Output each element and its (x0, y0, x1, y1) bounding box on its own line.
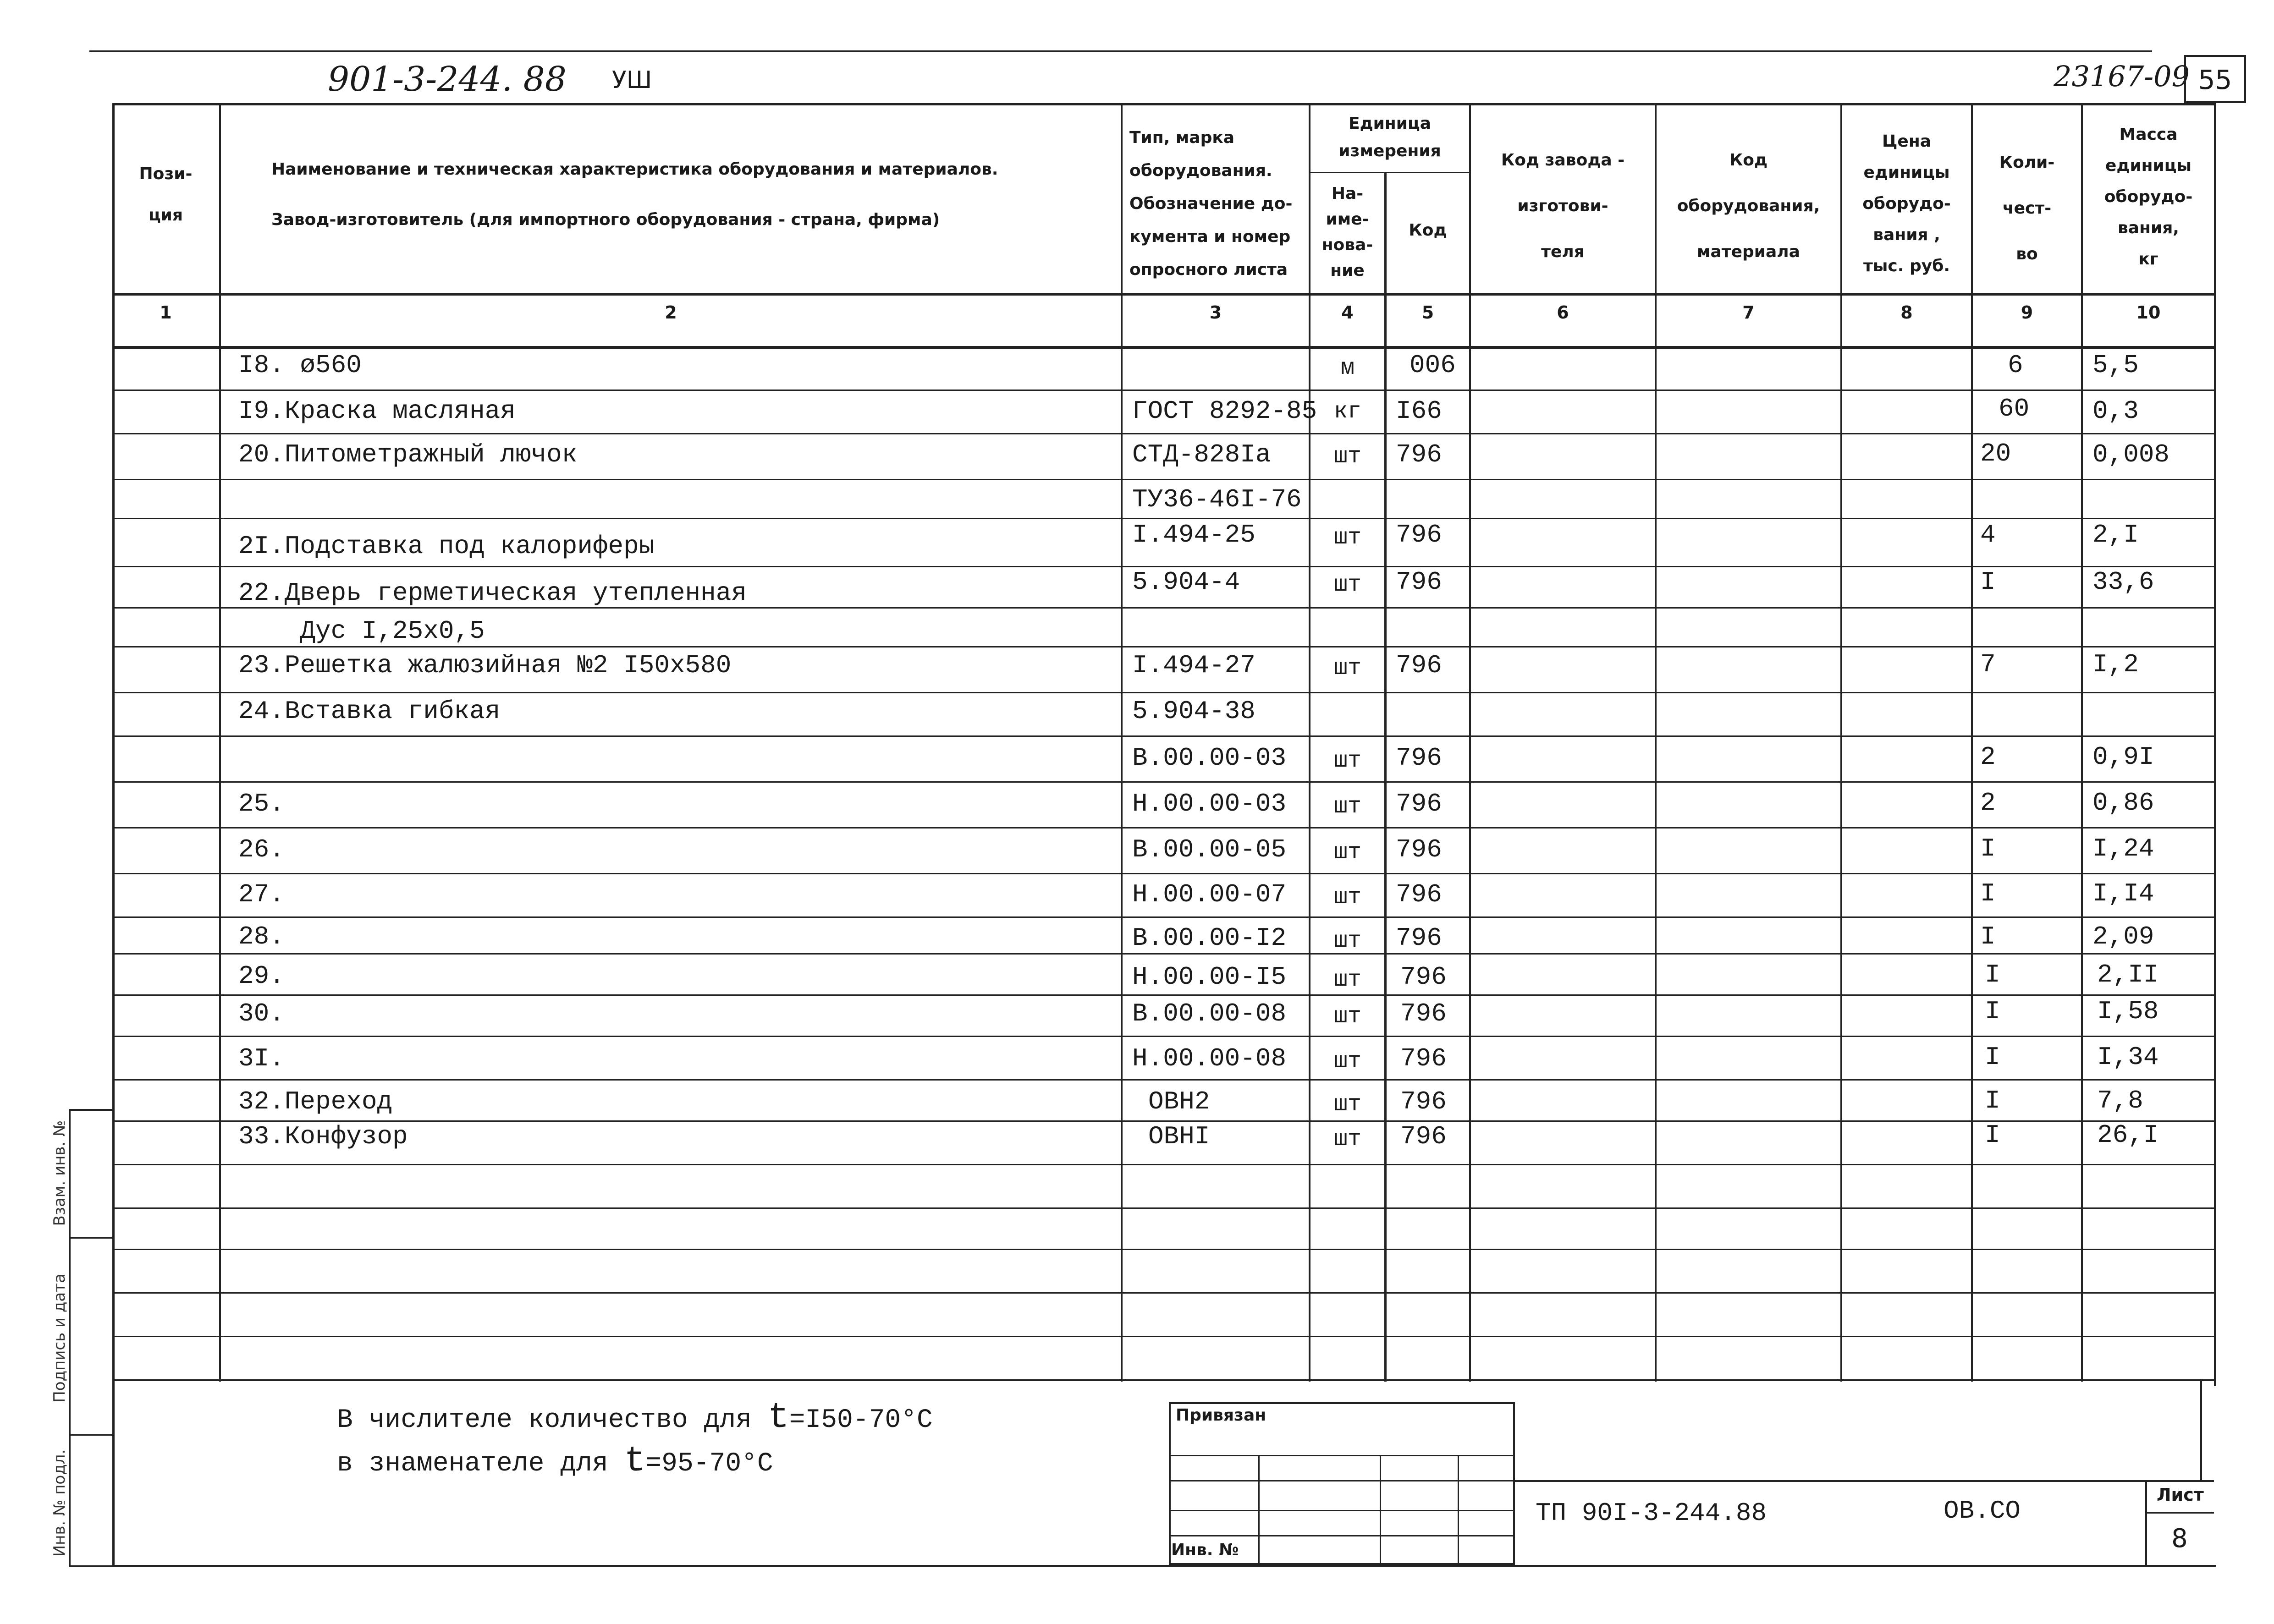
header-bottom-rule (112, 293, 2216, 296)
page-number: 55 (2198, 64, 2232, 95)
col-number-10: 10 (2136, 302, 2161, 323)
row-type: 5.904-4 (1132, 567, 1240, 597)
row-unit: шт (1333, 1004, 1361, 1030)
col-number-6: 6 (1557, 302, 1569, 323)
row-type: СТД-828Iа (1132, 440, 1271, 469)
row-code: 796 (1396, 567, 1442, 597)
row-mass: I,58 (2097, 997, 2159, 1026)
note-line-2: в знаменателе для t=95-70°С (337, 1441, 773, 1481)
row-mass: I,34 (2097, 1042, 2159, 1072)
row-type: Н.00.00-08 (1132, 1044, 1287, 1073)
row-unit: шт (1333, 525, 1361, 551)
row-type: ТУ36-46I-76 (1132, 485, 1302, 514)
row-name: Дус I,25х0,5 (238, 616, 485, 646)
row-unit: кг (1333, 399, 1361, 425)
header-type: Тип, марка оборудования. Обозначение до- кумента и номер опросного листа (1129, 128, 1293, 279)
col-number-9: 9 (2021, 302, 2033, 323)
row-unit: шт (1333, 839, 1361, 866)
row-unit: шт (1333, 572, 1361, 598)
row-unit: шт (1333, 967, 1361, 993)
title-block-rule (1515, 1480, 2214, 1482)
header-unit-name: На- име- нова- ние (1321, 184, 1373, 280)
row-qty: 2 (1980, 742, 1996, 772)
row-name: 23.Решетка жалюзийная №2 I50х580 (238, 651, 732, 680)
note-line-1: В числителе количество для t=I50-70°С (337, 1398, 933, 1438)
row-unit: шт (1333, 1092, 1361, 1118)
row-qty: I (1985, 997, 2000, 1026)
row-type: В.00.00-I2 (1132, 923, 1287, 953)
header-equipment-code: Код оборудования, материала (1677, 151, 1820, 261)
row-type: ОВНI (1148, 1122, 1210, 1151)
header-mass: Масса единицы оборудо- вания, кг (2104, 125, 2193, 269)
row-mass: 0,3 (2092, 396, 2139, 426)
row-qty: I (1985, 1042, 2000, 1072)
col-number-5: 5 (1421, 302, 1434, 323)
col-number-2: 2 (665, 302, 677, 323)
bound-label: Привязан (1176, 1406, 1266, 1425)
header-price: Цена единицы оборудо- вания , тыс. руб. (1862, 132, 1951, 275)
row-name: 32.Переход (238, 1087, 393, 1116)
row-name: 26. (238, 835, 285, 864)
doc-mark: ОВ.СО (1944, 1496, 2021, 1525)
row-unit: шт (1333, 655, 1361, 681)
row-code: 796 (1396, 651, 1442, 680)
row-mass: 2,I (2092, 520, 2139, 549)
row-name: 28. (238, 922, 285, 951)
row-mass: 2,09 (2092, 922, 2154, 951)
row-code: 006 (1410, 351, 1456, 380)
row-code: 796 (1400, 1044, 1447, 1073)
row-name: 24.Вставка гибкая (238, 697, 501, 726)
row-qty: I (1980, 834, 1996, 863)
row-type: В.00.00-05 (1132, 835, 1287, 864)
doc-code: ТП 90I-3-244.88 (1536, 1498, 1767, 1528)
row-code: 796 (1396, 520, 1442, 549)
row-qty: I (1980, 922, 1996, 951)
row-name: 22.Дверь герметическая утепленная (238, 578, 747, 608)
row-name: I8. ø560 (238, 351, 362, 380)
row-name: 25. (238, 789, 285, 818)
side-stamp (69, 1109, 112, 1567)
row-qty: 2 (1980, 788, 1996, 817)
row-mass: 0,008 (2092, 440, 2170, 469)
row-unit: шт (1333, 1048, 1361, 1075)
row-unit: шт (1333, 748, 1361, 774)
row-mass: 0,86 (2092, 788, 2154, 817)
row-name: 3I. (238, 1044, 285, 1073)
header-factory-code: Код завода - изготови- теля (1501, 151, 1625, 261)
row-unit: м (1340, 355, 1354, 381)
row-name: 27. (238, 880, 285, 909)
row-code: 796 (1396, 743, 1442, 773)
row-qty: 60 (1999, 394, 2030, 423)
row-type: Н.00.00-07 (1132, 880, 1287, 909)
row-type: ГОСТ 8292-85 (1132, 396, 1317, 426)
row-mass: I,2 (2092, 650, 2139, 679)
row-mass: 0,9I (2092, 742, 2154, 772)
row-qty: I (1985, 960, 2000, 989)
row-mass: 2,II (2097, 960, 2159, 989)
doc-number: 901-3-244. 88 (328, 60, 567, 99)
row-qty: I (1985, 1120, 2000, 1150)
row-mass: I,24 (2092, 834, 2154, 863)
col-number-4: 4 (1341, 302, 1354, 323)
row-qty: 20 (1980, 439, 2011, 468)
header-position: Пози- ция (139, 165, 193, 225)
numbers-bottom-rule (112, 346, 2216, 349)
row-type: I.494-25 (1132, 520, 1255, 549)
row-name: 33.Конфузор (238, 1122, 408, 1151)
sheet-label: Лист (2157, 1485, 2204, 1505)
row-mass: I,I4 (2092, 879, 2154, 908)
row-name: 20.Питометражный лючок (238, 440, 578, 469)
row-qty: 6 (2008, 351, 2023, 380)
row-code: 796 (1396, 835, 1442, 864)
row-name: 29. (238, 961, 285, 991)
row-unit: шт (1333, 444, 1361, 470)
sheet-number: 8 (2171, 1524, 2188, 1553)
row-type: Н.00.00-03 (1132, 789, 1287, 818)
row-code: 796 (1396, 880, 1442, 909)
row-type: В.00.00-08 (1132, 999, 1287, 1028)
row-code: I66 (1396, 396, 1442, 426)
row-mass: 5,5 (2092, 351, 2139, 380)
header-unit-code: Код (1409, 221, 1447, 240)
row-code: 796 (1400, 962, 1447, 992)
row-code: 796 (1396, 789, 1442, 818)
row-type: В.00.00-03 (1132, 743, 1287, 773)
row-unit: шт (1333, 794, 1361, 820)
row-qty: 7 (1980, 650, 1996, 679)
row-name: I9.Краска масляная (238, 396, 516, 426)
side-label-inv: Инв. № подл. (50, 1449, 69, 1557)
row-mass: 26,I (2097, 1120, 2159, 1150)
col-number-3: 3 (1209, 302, 1222, 323)
row-code: 796 (1400, 1122, 1447, 1151)
row-type: Н.00.00-I5 (1132, 962, 1287, 992)
row-code: 796 (1400, 999, 1447, 1028)
header-quantity: Коли- чест- во (1999, 153, 2055, 263)
row-code: 796 (1396, 440, 1442, 469)
row-code: 796 (1400, 1087, 1447, 1116)
row-unit: шт (1333, 1126, 1361, 1152)
top-rule (89, 50, 2152, 52)
row-type: ОВН2 (1148, 1087, 1210, 1116)
row-unit: шт (1333, 884, 1361, 911)
row-qty: I (1980, 879, 1996, 908)
archive-number: 23167-09 (2054, 60, 2190, 93)
row-qty: 4 (1980, 520, 1996, 549)
row-unit: шт (1333, 928, 1361, 954)
row-code: 796 (1396, 923, 1442, 953)
inv-label: Инв. № (1171, 1541, 1239, 1559)
side-label-vzam: Взам. инв. № (50, 1120, 69, 1226)
row-mass: 33,6 (2092, 567, 2154, 597)
col-number-7: 7 (1742, 302, 1755, 323)
row-name: 2I.Подставка под калориферы (238, 532, 655, 561)
row-type: 5.904-38 (1132, 697, 1255, 726)
section-number: УШ (612, 66, 652, 94)
row-qty: I (1980, 567, 1996, 597)
col-number-8: 8 (1900, 302, 1913, 323)
row-mass: 7,8 (2097, 1086, 2143, 1115)
col-number-1: 1 (160, 302, 172, 323)
header-name: Наименование и техническая характеристика оборудования и материалов. Завод-изготовитель (для импортного оборудования - страна, фирма) (271, 160, 998, 229)
side-label-podpis: Подпись и дата (50, 1273, 69, 1403)
row-name: 30. (238, 999, 285, 1028)
row-type: I.494-27 (1132, 651, 1255, 680)
header-unit: Единица измерения (1338, 114, 1441, 160)
row-qty: I (1985, 1086, 2000, 1115)
